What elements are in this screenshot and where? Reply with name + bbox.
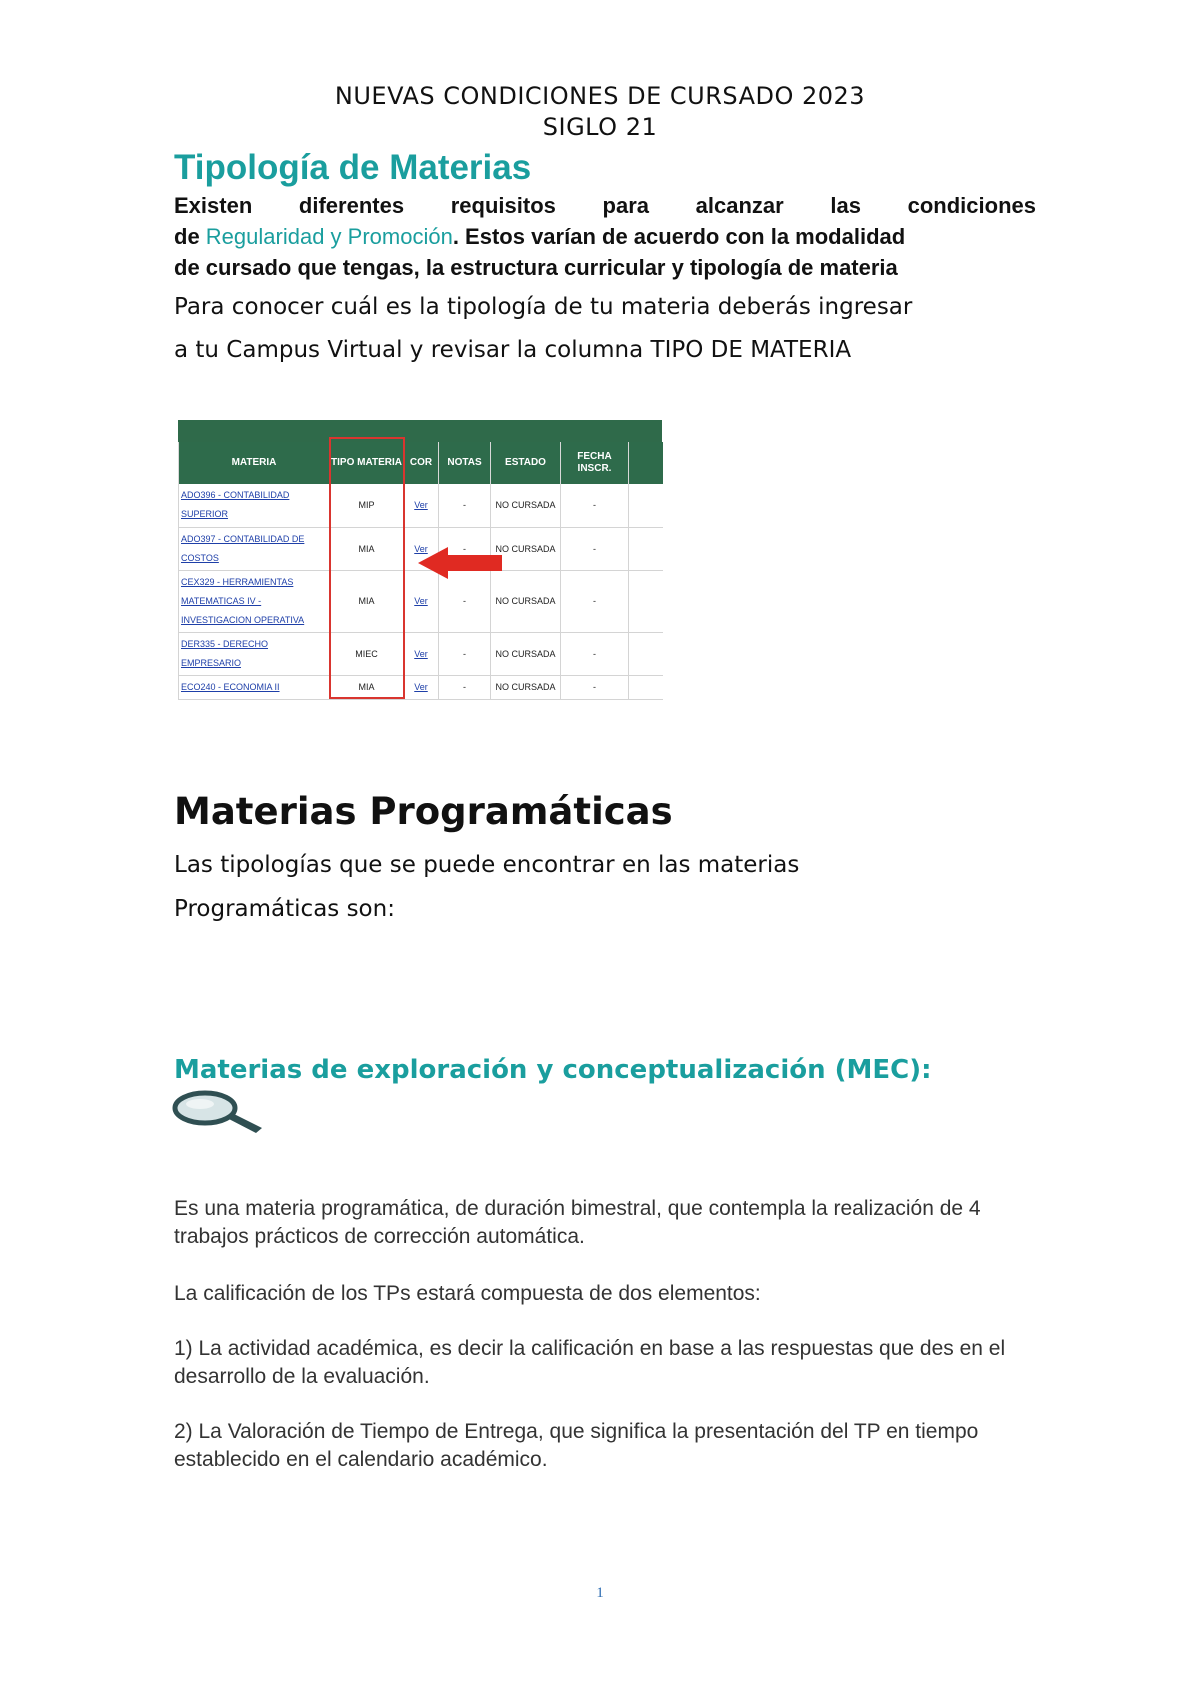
col-header-cor: COR [404,442,439,484]
notas-cell: - [439,570,491,632]
intro-line-2 [174,221,1036,252]
mec-paragraph-1: Es una materia programática, de duración bimestral, que contempla la realización de 4 trabajos prácticos de corrección automática. [174,1197,981,1248]
materia-link[interactable]: ECO240 - ECONOMIA II [179,675,330,699]
table-top-bar [178,420,662,442]
campus-line-2: a tu Campus Virtual y revisar la columna TIPO DE MATERIA [174,337,852,363]
notas-cell: - [439,675,491,699]
materia-link[interactable]: DER335 - DERECHO EMPRESARIO [179,632,330,675]
estado-cell: NO CURSADA [491,484,561,527]
intro-de: de [174,224,206,249]
page-number: 1 [596,1585,604,1601]
estado-cell: NO CURSADA [491,675,561,699]
estado-cell: NO CURSADA [491,570,561,632]
materia-link[interactable]: ADO397 - CONTABILIDAD DE COSTOS [179,527,330,570]
programaticas-heading: Materias Programáticas [174,790,673,833]
table-row [179,675,663,699]
fecha-cell: - [561,675,629,699]
blank-cell [629,527,663,570]
cor-link[interactable]: Ver [404,484,439,527]
col-header-estado: ESTADO [491,442,561,484]
notas-cell: - [439,527,491,570]
blank-cell [629,675,663,699]
tipo-column-highlight-box [329,437,405,699]
mec-paragraph-2: La calificación de los TPs estará compuesta de dos elementos: [174,1282,761,1305]
col-header-notas: NOTAS [439,442,491,484]
blank-cell [629,632,663,675]
tipo-cell: MIA [330,675,404,699]
tipo-cell: MIA [330,527,404,570]
intro-rest: . Estos varían de acuerdo con la modalidad [452,224,906,249]
programaticas-line-2: Programáticas son: [174,896,395,922]
cor-link[interactable]: Ver [404,570,439,632]
tipologia-heading: Tipología de Materias [174,148,532,187]
fecha-cell: - [561,527,629,570]
intro-line-1: Existen diferentes requisitos para alcanzar las condiciones [174,193,1036,218]
mec-paragraph-4: 2) La Valoración de Tiempo de Entrega, que significa la presentación del TP en tiempo establecido en el calendario académico. [174,1420,979,1471]
col-header-blank [629,442,663,484]
col-header-tipo: TIPO MATERIA [330,442,404,484]
tipo-cell: MIEC [330,632,404,675]
header-subtitle: SIGLO 21 [542,113,658,141]
fecha-cell: - [561,632,629,675]
fecha-cell: - [561,484,629,527]
tipo-cell: MIP [330,484,404,527]
tipo-cell: MIA [330,570,404,632]
table-header-row [179,442,663,484]
intro-line-3: de cursado que tengas, la estructura curricular y tipología de materia [174,255,898,280]
blank-cell [629,484,663,527]
red-arrow-icon [418,547,502,579]
estado-cell: NO CURSADA [491,527,561,570]
campus-table-screenshot [178,420,662,695]
campus-line-1: Para conocer cuál es la tipología de tu materia deberás ingresar [174,294,913,320]
col-header-fecha: FECHA INSCR. [561,442,629,484]
magnifier-icon [172,1090,264,1134]
estado-cell: NO CURSADA [491,632,561,675]
materia-link[interactable]: ADO396 - CONTABILIDAD SUPERIOR [179,484,330,527]
materia-link[interactable]: CEX329 - HERRAMIENTAS MATEMATICAS IV - INVESTIGACION OPERATIVA [179,570,330,632]
fecha-cell: - [561,570,629,632]
mec-paragraph-3: 1) La actividad académica, es decir la calificación en base a las respuestas que des en el desarrollo de la evaluación. [174,1337,1006,1388]
programaticas-line-1: Las tipologías que se puede encontrar en las materias [174,852,800,878]
table-row [179,570,663,632]
header-title: NUEVAS CONDICIONES DE CURSADO 2023 [334,82,866,110]
table-row [179,484,663,527]
regularidad-promocion-highlight: Regularidad y Promoción [205,224,453,249]
notas-cell: - [439,484,491,527]
col-header-materia: MATERIA [179,442,330,484]
cor-link[interactable]: Ver [404,632,439,675]
notas-cell: - [439,632,491,675]
blank-cell [629,570,663,632]
mec-heading: Materias de exploración y conceptualización (MEC): [174,1055,932,1085]
cor-link[interactable]: Ver [404,675,439,699]
table-row [179,632,663,675]
cor-link[interactable]: Ver [404,527,439,570]
